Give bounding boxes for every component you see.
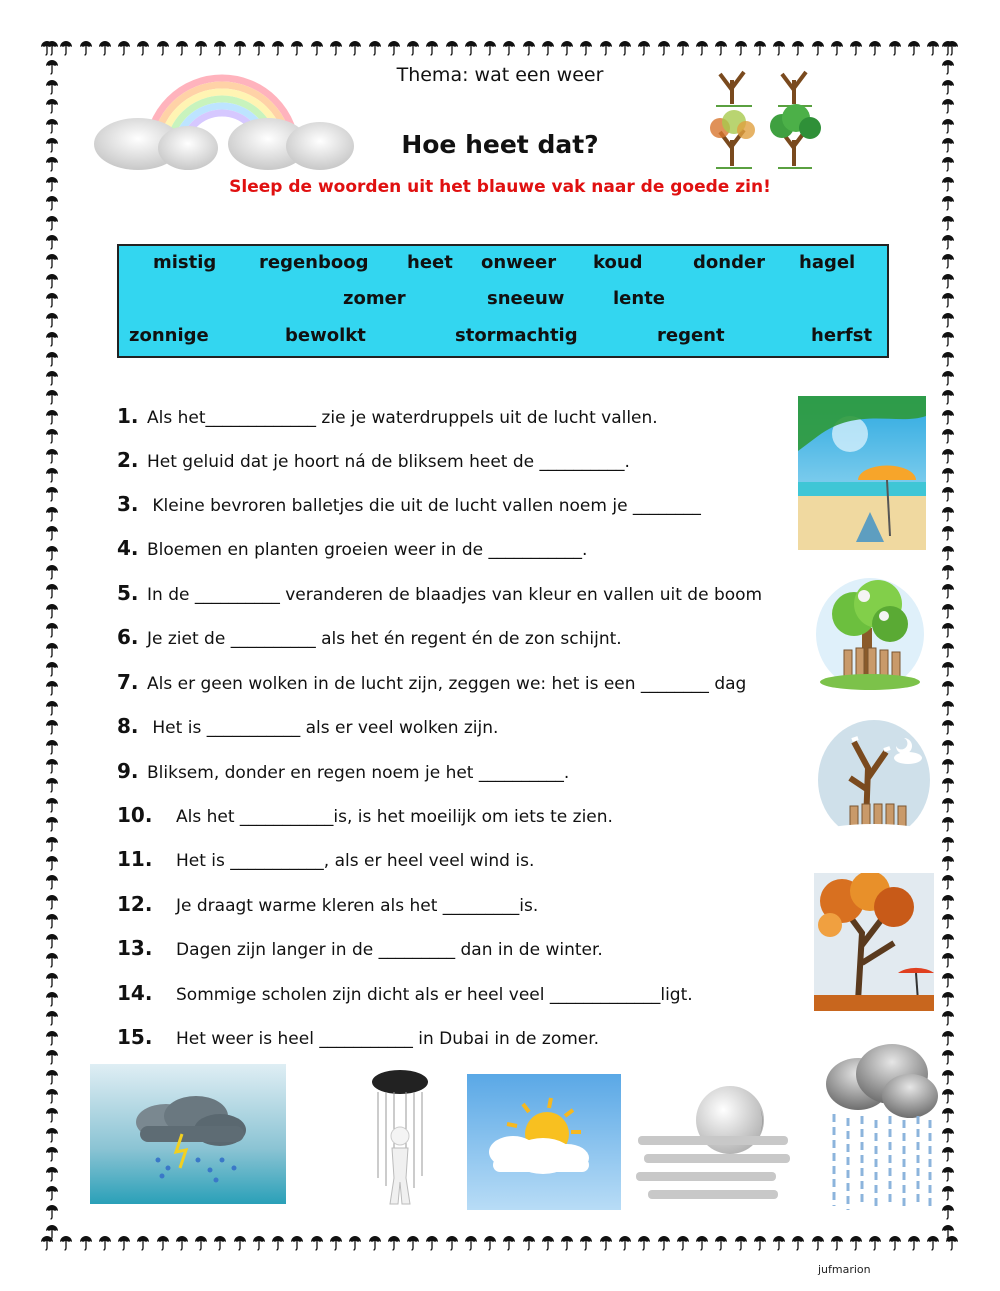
instruction-text: Sleep de woorden uit het blauwe vak naar de goede zin! — [229, 177, 771, 197]
question-text[interactable]: Kleine bevroren balletjes die uit de lucht vallen noem je ________ — [147, 496, 701, 516]
umbrella-icon — [425, 1235, 439, 1251]
umbrella-icon — [45, 448, 59, 464]
umbrella-icon — [310, 40, 324, 56]
umbrella-icon — [45, 777, 59, 793]
umbrella-icon — [579, 40, 593, 56]
right-border — [938, 40, 958, 1240]
umbrella-icon — [45, 603, 59, 619]
question-number: 1. — [117, 404, 139, 428]
umbrella-icon — [194, 1235, 208, 1251]
umbrella-icon — [45, 253, 59, 269]
question-text[interactable]: Dagen zijn langer in de _________ dan in de winter. — [176, 940, 603, 960]
umbrella-icon — [599, 1235, 613, 1251]
umbrella-icon — [676, 1235, 690, 1251]
umbrella-icon — [45, 1224, 59, 1240]
umbrella-icon — [45, 215, 59, 231]
question-number: 5. — [117, 581, 139, 605]
question-text[interactable]: Als het ___________is, is het moeilijk om iets te zien. — [176, 807, 613, 827]
umbrella-icon — [941, 312, 955, 328]
left-border — [42, 40, 62, 1240]
umbrella-icon — [941, 40, 955, 56]
umbrella-icon — [941, 1204, 955, 1220]
umbrella-icon — [941, 1127, 955, 1143]
umbrella-icon — [45, 642, 59, 658]
umbrella-icon — [811, 40, 825, 56]
question-number: 14. — [117, 981, 153, 1005]
word-tile[interactable]: koud — [593, 252, 643, 273]
question-number: 6. — [117, 625, 139, 649]
page-title: Hoe heet dat? — [401, 130, 599, 159]
umbrella-icon — [329, 40, 343, 56]
umbrella-icon — [45, 273, 59, 289]
umbrella-icon — [45, 1049, 59, 1065]
question-item — [117, 670, 746, 694]
umbrella-icon — [941, 622, 955, 638]
umbrella-icon — [907, 1235, 921, 1251]
umbrella-icon — [541, 1235, 555, 1251]
question-number: 12. — [117, 892, 153, 916]
author-credit: jufmarion — [818, 1263, 871, 1276]
umbrella-icon — [791, 1235, 805, 1251]
umbrella-icon — [941, 991, 955, 1007]
umbrella-icon — [941, 448, 955, 464]
umbrella-icon — [941, 545, 955, 561]
question-number: 7. — [117, 670, 139, 694]
question-item — [117, 714, 498, 738]
question-text[interactable]: Als het_____________ zie je waterdruppels uit de lucht vallen. — [147, 408, 658, 428]
umbrella-icon — [941, 253, 955, 269]
question-number: 11. — [117, 847, 153, 871]
umbrella-icon — [45, 680, 59, 696]
umbrella-icon — [734, 40, 748, 56]
umbrella-icon — [714, 40, 728, 56]
umbrella-icon — [941, 583, 955, 599]
umbrella-icon — [45, 874, 59, 890]
word-tile[interactable]: donder — [693, 252, 766, 273]
umbrella-icon — [45, 797, 59, 813]
umbrella-icon — [45, 351, 59, 367]
umbrella-icon — [136, 1235, 150, 1251]
umbrella-icon — [175, 40, 189, 56]
umbrella-icon — [618, 1235, 632, 1251]
umbrella-icon — [156, 40, 170, 56]
word-tile[interactable]: zonnige — [129, 325, 209, 346]
question-text[interactable]: Het is ___________ als er veel wolken zijn. — [147, 718, 499, 738]
umbrella-icon — [329, 1235, 343, 1251]
umbrella-icon — [941, 739, 955, 755]
umbrella-icon — [657, 40, 671, 56]
umbrella-icon — [45, 816, 59, 832]
umbrella-icon — [45, 661, 59, 677]
umbrella-icon — [45, 1204, 59, 1220]
question-item — [117, 936, 603, 960]
umbrella-icon — [45, 855, 59, 871]
umbrella-icon — [45, 1107, 59, 1123]
umbrella-icon — [941, 777, 955, 793]
umbrella-icon — [45, 933, 59, 949]
umbrella-icon — [194, 40, 208, 56]
question-item — [117, 1025, 599, 1049]
word-tile[interactable]: mistig — [153, 252, 217, 273]
umbrella-icon — [406, 1235, 420, 1251]
umbrella-icon — [941, 351, 955, 367]
beach-icon — [798, 396, 926, 550]
question-item — [117, 981, 693, 1005]
fog-moon-icon — [634, 1078, 806, 1204]
umbrella-icon — [406, 40, 420, 56]
umbrella-icon — [45, 1146, 59, 1162]
question-item — [117, 536, 587, 560]
question-text[interactable]: Het weer is heel ___________ in Dubai in de zomer. — [176, 1029, 600, 1049]
top-border — [40, 38, 960, 58]
umbrella-icon — [136, 40, 150, 56]
umbrella-icon — [714, 1235, 728, 1251]
umbrella-icon — [941, 331, 955, 347]
umbrella-icon — [483, 1235, 497, 1251]
umbrella-icon — [45, 506, 59, 522]
question-number: 15. — [117, 1025, 153, 1049]
umbrella-icon — [445, 1235, 459, 1251]
umbrella-icon — [45, 409, 59, 425]
umbrella-icon — [45, 894, 59, 910]
question-text[interactable]: Je ziet de __________ als het én regent én de zon schijnt. — [147, 629, 622, 649]
bottom-border — [40, 1233, 960, 1253]
umbrella-icon — [734, 1235, 748, 1251]
umbrella-icon — [45, 98, 59, 114]
umbrella-icon — [45, 991, 59, 1007]
question-item — [117, 803, 613, 827]
umbrella-icon — [45, 234, 59, 250]
umbrella-icon — [445, 40, 459, 56]
umbrella-icon — [941, 564, 955, 580]
question-number: 2. — [117, 448, 139, 472]
question-number: 13. — [117, 936, 153, 960]
umbrella-icon — [941, 913, 955, 929]
umbrella-icon — [941, 661, 955, 677]
rain-cloud-icon — [822, 1044, 938, 1212]
umbrella-icon — [941, 370, 955, 386]
umbrella-icon — [45, 428, 59, 444]
question-item — [117, 492, 701, 516]
theme-heading: Thema: wat een weer — [396, 64, 604, 86]
umbrella-icon — [117, 40, 131, 56]
umbrella-icon — [117, 1235, 131, 1251]
umbrella-icon — [560, 40, 574, 56]
umbrella-icon — [45, 467, 59, 483]
question-item — [117, 847, 534, 871]
question-item — [117, 404, 658, 428]
umbrella-icon — [941, 933, 955, 949]
umbrella-icon — [753, 1235, 767, 1251]
umbrella-icon — [45, 913, 59, 929]
question-number: 9. — [117, 759, 139, 783]
umbrella-icon — [791, 40, 805, 56]
question-text[interactable]: Het geluid dat je hoort ná de bliksem heet de __________. — [147, 452, 630, 472]
umbrella-icon — [271, 40, 285, 56]
umbrella-icon — [45, 1088, 59, 1104]
umbrella-icon — [618, 40, 632, 56]
umbrella-icon — [45, 1166, 59, 1182]
umbrella-icon — [941, 195, 955, 211]
umbrella-icon — [45, 545, 59, 561]
question-item — [117, 448, 630, 472]
umbrella-icon — [941, 409, 955, 425]
umbrella-icon — [941, 1107, 955, 1123]
umbrella-icon — [941, 234, 955, 250]
umbrella-icon — [522, 1235, 536, 1251]
umbrella-icon — [888, 40, 902, 56]
question-item — [117, 759, 569, 783]
umbrella-icon — [45, 195, 59, 211]
word-tile[interactable]: zomer — [343, 288, 406, 309]
question-text[interactable]: In de __________ veranderen de blaadjes van kleur en vallen uit de boom — [147, 585, 763, 605]
umbrella-icon — [941, 273, 955, 289]
umbrella-icon — [45, 622, 59, 638]
umbrella-icon — [45, 952, 59, 968]
umbrella-icon — [637, 1235, 651, 1251]
umbrella-icon — [483, 40, 497, 56]
umbrella-icon — [849, 1235, 863, 1251]
umbrella-icon — [45, 1030, 59, 1046]
umbrella-icon — [941, 215, 955, 231]
question-item — [117, 581, 762, 605]
umbrella-icon — [45, 331, 59, 347]
umbrella-icon — [348, 40, 362, 56]
umbrella-icon — [868, 1235, 882, 1251]
umbrella-icon — [888, 1235, 902, 1251]
umbrella-icon — [941, 525, 955, 541]
umbrella-icon — [941, 874, 955, 890]
umbrella-icon — [941, 836, 955, 852]
umbrella-icon — [45, 525, 59, 541]
umbrella-icon — [464, 1235, 478, 1251]
umbrella-icon — [941, 389, 955, 405]
umbrella-icon — [941, 98, 955, 114]
umbrella-icon — [45, 758, 59, 774]
umbrella-icon — [502, 1235, 516, 1251]
umbrella-icon — [753, 40, 767, 56]
sun-cloud-icon — [467, 1074, 621, 1210]
umbrella-icon — [941, 1224, 955, 1240]
umbrella-icon — [941, 855, 955, 871]
umbrella-icon — [45, 700, 59, 716]
umbrella-icon — [941, 1166, 955, 1182]
umbrella-icon — [45, 1185, 59, 1201]
umbrella-icon — [45, 486, 59, 502]
umbrella-icon — [368, 40, 382, 56]
umbrella-icon — [941, 719, 955, 735]
umbrella-icon — [941, 1088, 955, 1104]
umbrella-icon — [941, 972, 955, 988]
umbrella-icon — [213, 1235, 227, 1251]
question-item — [117, 625, 622, 649]
umbrella-icon — [156, 1235, 170, 1251]
umbrella-icon — [233, 40, 247, 56]
umbrella-icon — [45, 1127, 59, 1143]
word-tile[interactable]: herfst — [811, 325, 873, 346]
word-tile[interactable]: hagel — [799, 252, 856, 273]
winter-tree-icon — [816, 718, 934, 842]
umbrella-icon — [695, 40, 709, 56]
umbrella-icon — [45, 370, 59, 386]
umbrella-icon — [907, 40, 921, 56]
umbrella-icon — [98, 1235, 112, 1251]
umbrella-icon — [252, 40, 266, 56]
umbrella-icon — [45, 583, 59, 599]
question-text[interactable]: Bloemen en planten groeien weer in de ___________. — [147, 540, 588, 560]
umbrella-icon — [676, 40, 690, 56]
umbrella-icon — [941, 700, 955, 716]
umbrella-icon — [522, 40, 536, 56]
question-number: 8. — [117, 714, 139, 738]
umbrella-icon — [695, 1235, 709, 1251]
word-tile[interactable]: bewolkt — [285, 325, 366, 346]
umbrella-icon — [941, 1185, 955, 1201]
word-tile[interactable]: lente — [613, 288, 666, 309]
umbrella-icon — [387, 40, 401, 56]
umbrella-icon — [541, 40, 555, 56]
thunderstorm-icon — [90, 1064, 286, 1204]
umbrella-icon — [830, 1235, 844, 1251]
question-text[interactable]: Sommige scholen zijn dicht als er heel veel _____________ligt. — [176, 985, 693, 1005]
umbrella-icon — [45, 836, 59, 852]
umbrella-icon — [599, 40, 613, 56]
umbrella-icon — [175, 1235, 189, 1251]
umbrella-icon — [941, 1030, 955, 1046]
umbrella-icon — [387, 1235, 401, 1251]
umbrella-icon — [45, 312, 59, 328]
autumn-tree-icon — [814, 873, 934, 1011]
question-number: 3. — [117, 492, 139, 516]
umbrella-icon — [310, 1235, 324, 1251]
umbrella-icon — [941, 506, 955, 522]
umbrella-icon — [941, 1069, 955, 1085]
word-tile[interactable]: heet — [407, 252, 453, 273]
umbrella-icon — [772, 40, 786, 56]
umbrella-icon — [45, 1069, 59, 1085]
umbrella-icon — [45, 389, 59, 405]
umbrella-icon — [941, 486, 955, 502]
umbrella-icon — [849, 40, 863, 56]
umbrella-icon — [941, 1146, 955, 1162]
umbrella-icon — [45, 1010, 59, 1026]
umbrella-icon — [941, 642, 955, 658]
umbrella-icon — [579, 1235, 593, 1251]
question-number: 10. — [117, 803, 153, 827]
umbrella-icon — [811, 1235, 825, 1251]
umbrella-icon — [213, 40, 227, 56]
umbrella-icon — [98, 40, 112, 56]
umbrella-icon — [941, 1010, 955, 1026]
umbrella-icon — [290, 1235, 304, 1251]
word-tile[interactable]: regent — [657, 325, 725, 346]
umbrella-icon — [464, 40, 478, 56]
umbrella-icon — [941, 428, 955, 444]
umbrella-icon — [941, 894, 955, 910]
umbrella-icon — [45, 719, 59, 735]
umbrella-icon — [830, 40, 844, 56]
word-tile[interactable]: regenboog — [259, 252, 369, 273]
umbrella-icon — [560, 1235, 574, 1251]
umbrella-icon — [941, 758, 955, 774]
umbrella-icon — [79, 40, 93, 56]
umbrella-icon — [79, 1235, 93, 1251]
umbrella-icon — [941, 1049, 955, 1065]
umbrella-icon — [657, 1235, 671, 1251]
umbrella-icon — [941, 292, 955, 308]
rain-person-icon — [362, 1068, 438, 1208]
umbrella-icon — [941, 467, 955, 483]
umbrella-icon — [45, 292, 59, 308]
question-text[interactable]: Het is ___________, als er heel veel wind is. — [176, 851, 535, 871]
umbrella-icon — [290, 40, 304, 56]
umbrella-icon — [868, 40, 882, 56]
word-tile[interactable]: onweer — [481, 252, 557, 273]
umbrella-icon — [271, 1235, 285, 1251]
umbrella-icon — [941, 952, 955, 968]
question-item — [117, 892, 538, 916]
umbrella-icon — [252, 1235, 266, 1251]
word-tile[interactable]: stormachtig — [455, 325, 578, 346]
spring-tree-icon — [814, 574, 926, 692]
word-bank — [117, 244, 889, 358]
umbrella-icon — [941, 680, 955, 696]
umbrella-icon — [941, 816, 955, 832]
umbrella-icon — [233, 1235, 247, 1251]
umbrella-icon — [45, 564, 59, 580]
question-text[interactable]: Als er geen wolken in de lucht zijn, zeggen we: het is een ________ dag — [147, 674, 747, 694]
umbrella-icon — [941, 797, 955, 813]
umbrella-icon — [425, 40, 439, 56]
umbrella-icon — [45, 739, 59, 755]
umbrella-icon — [637, 40, 651, 56]
umbrella-icon — [45, 40, 59, 56]
question-number: 4. — [117, 536, 139, 560]
question-text[interactable]: Je draagt warme kleren als het _________is. — [176, 896, 539, 916]
umbrella-icon — [348, 1235, 362, 1251]
umbrella-icon — [45, 972, 59, 988]
word-tile[interactable]: sneeuw — [487, 288, 565, 309]
umbrella-icon — [772, 1235, 786, 1251]
umbrella-icon — [502, 40, 516, 56]
question-text[interactable]: Bliksem, donder en regen noem je het __________. — [147, 763, 570, 783]
umbrella-icon — [941, 603, 955, 619]
umbrella-icon — [368, 1235, 382, 1251]
